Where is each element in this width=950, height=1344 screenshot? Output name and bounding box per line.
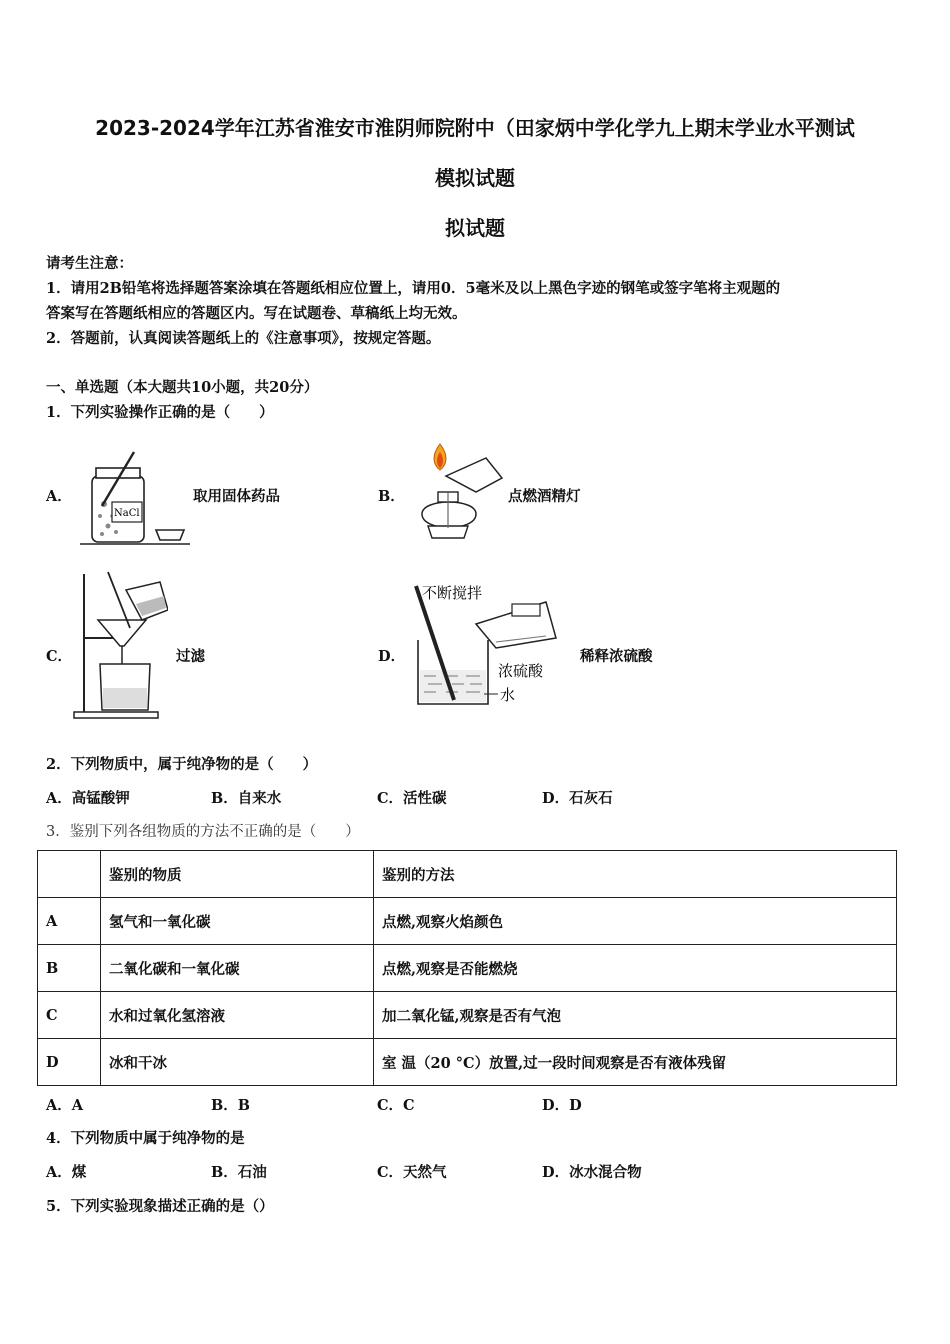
q3-option-d: D．D <box>542 1097 582 1114</box>
q1-figure-d-stir-note: 不断搅拌 <box>422 584 483 602</box>
notice-item1-line2: 答案写在答题纸相应的答题区内。写在试题卷、草稿纸上均无效。 <box>46 305 467 322</box>
q2-option-c: C．活性碳 <box>377 790 447 807</box>
table-cell: 氢气和一氧化碳 <box>101 898 374 945</box>
q4-stem: 4．下列物质中属于纯净物的是 <box>46 1130 245 1147</box>
q4-option-c: C．天然气 <box>377 1164 447 1181</box>
table-cell: 冰和干冰 <box>101 1039 374 1086</box>
q3-option-c: C．C <box>377 1097 415 1114</box>
section1-heading: 一、单选题（本大题共10小题，共20分） <box>46 379 319 396</box>
q1-figure-d-water-note: 水 <box>500 686 516 704</box>
table-cell: B <box>38 945 101 992</box>
q1-figure-b-alcohol-lamp <box>406 436 506 544</box>
q2-option-b: B．自来水 <box>211 790 282 807</box>
table-cell: D <box>38 1039 101 1086</box>
table-header-cell: 鉴别的物质 <box>101 851 374 898</box>
q3-option-b: B．B <box>211 1097 251 1114</box>
table-row <box>38 1039 897 1086</box>
q4-option-a: A．煤 <box>46 1164 87 1181</box>
q3-table <box>37 850 897 1086</box>
table-cell: A <box>38 898 101 945</box>
q1-figure-a-solid-reagent <box>72 446 192 548</box>
q1-option-d-label: D． <box>378 648 406 665</box>
table-cell: 点燃,观察是否能燃烧 <box>374 945 897 992</box>
table-header-cell: 鉴别的方法 <box>374 851 897 898</box>
table-row <box>38 992 897 1039</box>
doc-title-line1: 2023-2024学年江苏省淮安市淮阴师院附中（田家炳中学化学九上期末学业水平测试 <box>95 116 855 140</box>
q1-figure-d-acid-note: 浓硫酸 <box>498 662 544 680</box>
table-cell: 室 温（20 °C）放置,过一段时间观察是否有液体残留 <box>374 1039 897 1086</box>
q2-option-a: A．高锰酸钾 <box>46 790 130 807</box>
table-cell: 加二氧化锰,观察是否有气泡 <box>374 992 897 1039</box>
q1-option-c-label: C． <box>46 648 73 665</box>
notice-item2: 2．答题前，认真阅读答题纸上的《注意事项》，按规定答题。 <box>46 330 441 347</box>
table-cell: C <box>38 992 101 1039</box>
q1-option-d-caption: 稀释浓硫酸 <box>580 648 653 665</box>
q1-option-c-caption: 过滤 <box>176 648 205 665</box>
table-row <box>38 945 897 992</box>
table-header-cell <box>38 851 101 898</box>
q3-stem: 3．鉴别下列各组物质的方法不正确的是（ ） <box>46 824 360 840</box>
q4-option-b: B．石油 <box>211 1164 267 1181</box>
q1-option-b-label: B． <box>378 488 405 505</box>
q2-stem: 2．下列物质中，属于纯净物的是（ ） <box>46 756 318 773</box>
table-cell: 点燃,观察火焰颜色 <box>374 898 897 945</box>
q1-figure-d-dilute-acid <box>406 578 566 712</box>
q1-option-b-caption: 点燃酒精灯 <box>508 488 581 505</box>
q1-stem: 1．下列实验操作正确的是（ ） <box>46 404 274 421</box>
q4-option-d: D．冰水混合物 <box>542 1164 642 1181</box>
table-header-row <box>38 851 897 898</box>
table-cell: 水和过氧化氢溶液 <box>101 992 374 1039</box>
q1-figure-c-filtration <box>72 570 168 722</box>
q3-option-a: A．A <box>46 1097 84 1114</box>
table-cell: 二氧化碳和一氧化碳 <box>101 945 374 992</box>
q5-stem: 5．下列实验现象描述正确的是（） <box>46 1198 274 1215</box>
table-row <box>38 898 897 945</box>
q1-option-a-label: A． <box>46 488 72 505</box>
notice-item1-line1: 1．请用2B铅笔将选择题答案涂填在答题纸相应位置上，请用0．5毫米及以上黑色字迹的钢笔或签字笔将主观题的 <box>46 280 781 297</box>
notice-heading: 请考生注意： <box>46 255 133 272</box>
q1-option-a-caption: 取用固体药品 <box>193 488 280 505</box>
doc-title-line2: 模拟试题 <box>435 166 515 190</box>
q2-option-d: D．石灰石 <box>542 790 613 807</box>
q1-figure-a-jar-label: NaCl <box>114 508 140 519</box>
doc-title-line3: 拟试题 <box>445 216 505 240</box>
